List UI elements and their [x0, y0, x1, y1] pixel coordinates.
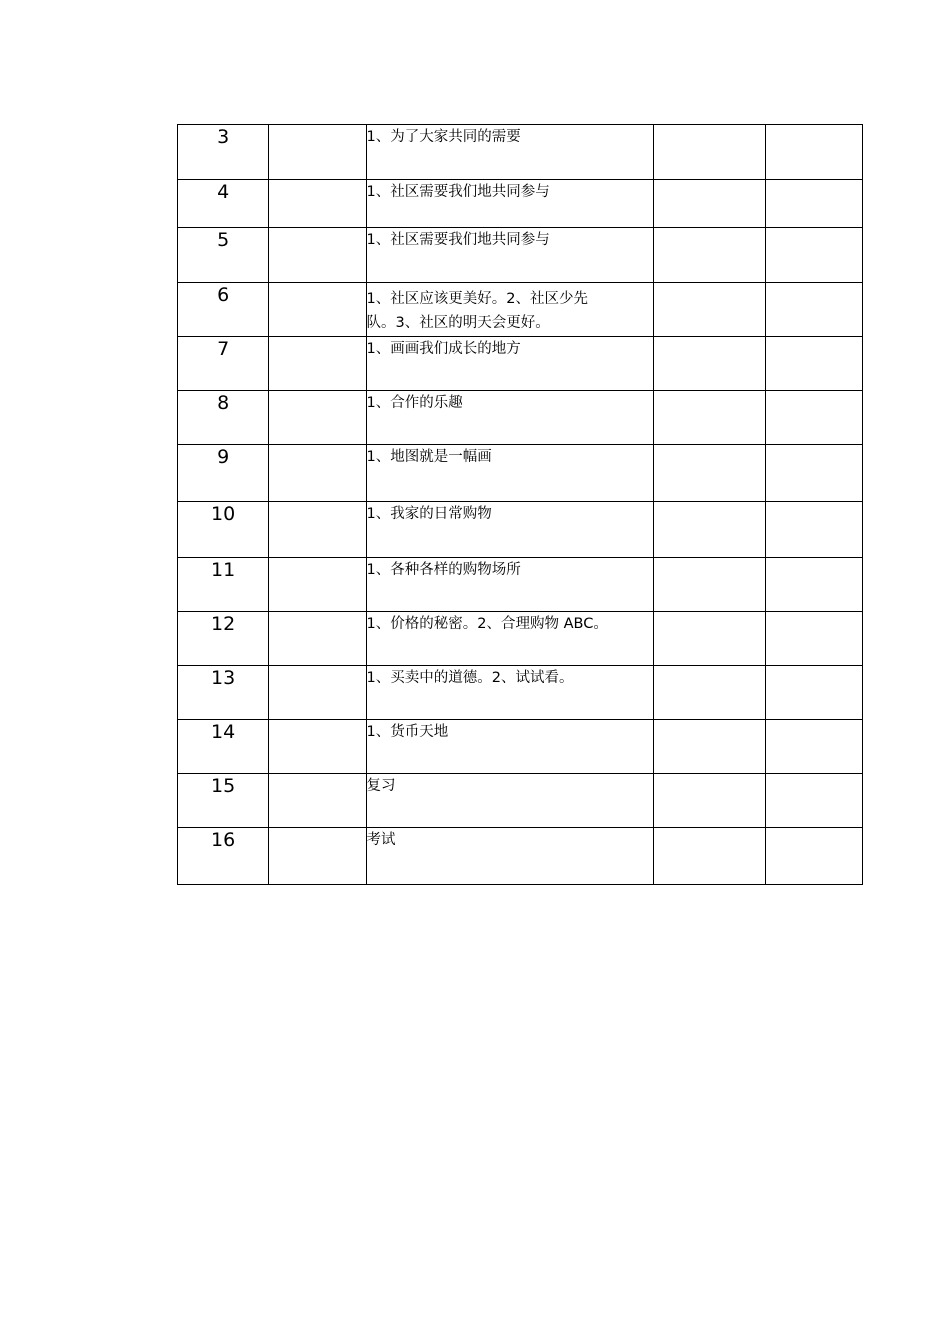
lesson-content: 1、为了大家共同的需要 [366, 125, 654, 180]
empty-cell [765, 502, 862, 558]
empty-cell [269, 283, 366, 337]
week-number: 7 [178, 337, 269, 391]
week-number: 9 [178, 445, 269, 502]
week-number: 3 [178, 125, 269, 180]
empty-cell [765, 558, 862, 612]
lesson-content: 1、地图就是一幅画 [366, 445, 654, 502]
empty-cell [654, 720, 765, 774]
empty-cell [654, 228, 765, 283]
week-number: 8 [178, 391, 269, 445]
table-row [178, 612, 863, 666]
lesson-content: 1、价格的秘密。2、合理购物 ABC。 [366, 612, 654, 666]
table-row [178, 180, 863, 228]
table-row [178, 720, 863, 774]
empty-cell [765, 828, 862, 885]
table-row [178, 337, 863, 391]
table-body [178, 125, 863, 885]
week-number: 16 [178, 828, 269, 885]
empty-cell [654, 337, 765, 391]
week-number: 6 [178, 283, 269, 337]
empty-cell [765, 445, 862, 502]
empty-cell [765, 612, 862, 666]
table-row [178, 228, 863, 283]
empty-cell [269, 502, 366, 558]
week-number: 14 [178, 720, 269, 774]
empty-cell [269, 612, 366, 666]
table-row [178, 502, 863, 558]
lesson-content: 1、各种各样的购物场所 [366, 558, 654, 612]
table-row [178, 558, 863, 612]
week-number: 5 [178, 228, 269, 283]
empty-cell [269, 720, 366, 774]
empty-cell [654, 612, 765, 666]
schedule-table [177, 124, 863, 885]
empty-cell [269, 558, 366, 612]
empty-cell [269, 125, 366, 180]
table-row [178, 283, 863, 337]
empty-cell [765, 228, 862, 283]
empty-cell [269, 828, 366, 885]
lesson-content: 考试 [366, 828, 654, 885]
empty-cell [654, 774, 765, 828]
empty-cell [654, 180, 765, 228]
week-number: 4 [178, 180, 269, 228]
empty-cell [654, 558, 765, 612]
empty-cell [654, 445, 765, 502]
lesson-content: 1、我家的日常购物 [366, 502, 654, 558]
table-row [178, 445, 863, 502]
table-row [178, 666, 863, 720]
lesson-content: 1、社区需要我们地共同参与 [366, 180, 654, 228]
lesson-content: 复习 [366, 774, 654, 828]
lesson-content: 1、社区需要我们地共同参与 [366, 228, 654, 283]
empty-cell [765, 774, 862, 828]
lesson-content: 1、社区应该更美好。2、社区少先 队。3、社区的明天会更好。 [366, 283, 654, 337]
empty-cell [269, 180, 366, 228]
empty-cell [269, 445, 366, 502]
table-row [178, 774, 863, 828]
week-number: 13 [178, 666, 269, 720]
lesson-content: 1、画画我们成长的地方 [366, 337, 654, 391]
empty-cell [765, 720, 862, 774]
empty-cell [765, 337, 862, 391]
empty-cell [765, 180, 862, 228]
table-row [178, 391, 863, 445]
empty-cell [269, 391, 366, 445]
empty-cell [654, 666, 765, 720]
empty-cell [654, 283, 765, 337]
empty-cell [269, 337, 366, 391]
lesson-content: 1、买卖中的道德。2、试试看。 [366, 666, 654, 720]
lesson-content: 1、货币天地 [366, 720, 654, 774]
table-row [178, 828, 863, 885]
empty-cell [654, 502, 765, 558]
week-number: 12 [178, 612, 269, 666]
empty-cell [269, 228, 366, 283]
empty-cell [269, 666, 366, 720]
empty-cell [765, 391, 862, 445]
week-number: 11 [178, 558, 269, 612]
empty-cell [654, 125, 765, 180]
empty-cell [654, 828, 765, 885]
week-number: 10 [178, 502, 269, 558]
empty-cell [765, 283, 862, 337]
empty-cell [654, 391, 765, 445]
week-number: 15 [178, 774, 269, 828]
empty-cell [269, 774, 366, 828]
table-row [178, 125, 863, 180]
lesson-content: 1、合作的乐趣 [366, 391, 654, 445]
empty-cell [765, 666, 862, 720]
empty-cell [765, 125, 862, 180]
